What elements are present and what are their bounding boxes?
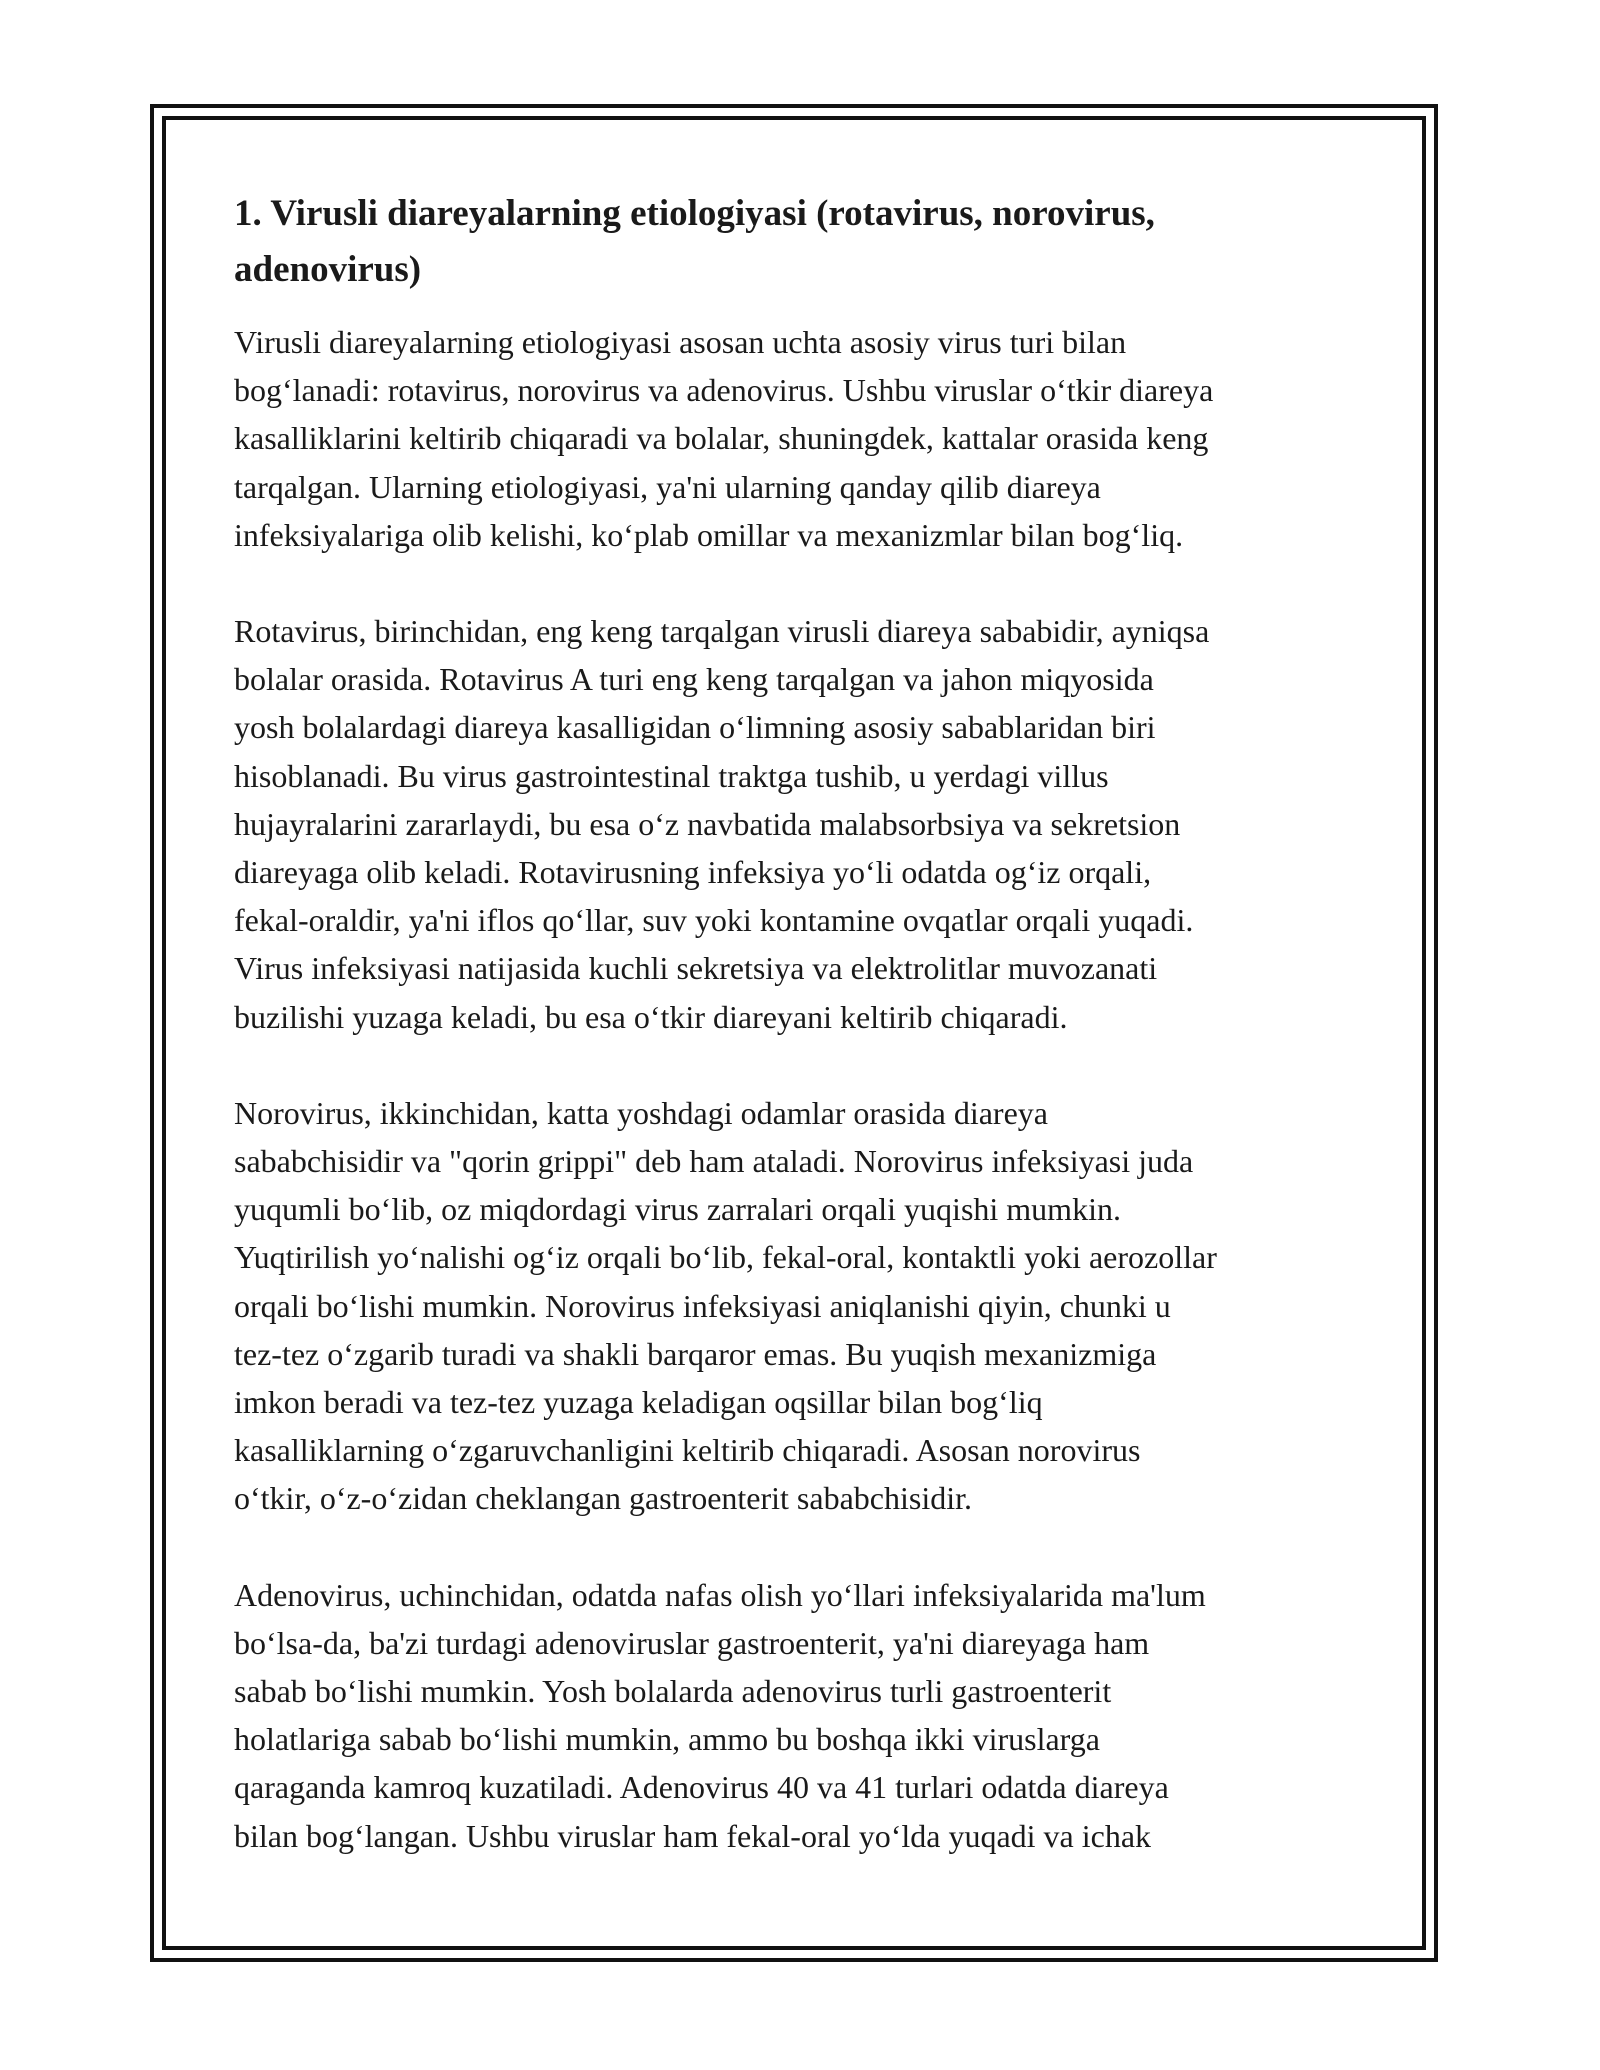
text-line: Norovirus, ikkinchidan, katta yoshdagi odamlar orasida diareya [234,1094,1048,1131]
heading-line: 1. Virusli diareyalarning etiologiyasi (rotavirus, norovirus, [234,193,1155,234]
text-line: Virus infeksiyasi natijasida kuchli sekretsiya va elektrolitlar muvozanati [234,950,1158,987]
paragraph-rotavirus [234,607,1374,1041]
text-line: orqali bo‘lishi mumkin. Norovirus infeksiyasi aniqlanishi qiyin, chunki u [234,1287,1171,1324]
paragraph-adenovirus [234,1571,1374,1860]
text-line: o‘tkir, o‘z-o‘zidan cheklangan gastroenterit sababchisidir. [234,1480,972,1517]
text-line: sabab bo‘lishi mumkin. Yosh bolalarda adenovirus turli gastroenterit [234,1673,1112,1710]
heading-line: adenovirus) [234,249,422,290]
text-line: Virusli diareyalarning etiologiyasi asosan uchta asosiy virus turi bilan [234,324,1127,360]
text-line: bog‘lanadi: rotavirus, norovirus va adenovirus. Ushbu viruslar o‘tkir diareya [234,372,1214,409]
section-heading [234,186,1374,298]
paragraph-intro [234,318,1374,559]
text-line: hujayralarini zararlaydi, bu esa o‘z navbatida malabsorbsiya va sekretsion [234,805,1181,842]
text-line: qaraganda kamroq kuzatiladi. Adenovirus 40 va 41 turlari odatda diareya [234,1769,1169,1806]
text-line: bilan bog‘langan. Ushbu viruslar ham fekal-oral yo‘lda yuqadi va ichak [234,1817,1152,1854]
text-line: Rotavirus, birinchidan, eng keng tarqalgan virusli diareya sababidir, ayniqsa [234,613,1210,650]
text-line: yosh bolalardagi diareya kasalligidan o‘limning asosiy sabablaridan biri [234,709,1156,746]
text-line: hisoblanadi. Bu virus gastrointestinal traktga tushib, u yerdagi villus [234,757,1109,794]
text-line: buzilishi yuzaga keladi, bu esa o‘tkir diareyani keltirib chiqaradi. [234,998,1068,1035]
text-line: tarqalgan. Ularning etiologiyasi, ya'ni ularning qanday qilib diareya [234,468,1101,505]
text-line: bo‘lsa-da, ba'zi turdagi adenoviruslar gastroenterit, ya'ni diareyaga ham [234,1624,1150,1661]
text-line: kasalliklarini keltirib chiqaradi va bolalar, shuningdek, kattalar orasida keng [234,420,1209,457]
text-line: holatlariga sabab bo‘lishi mumkin, ammo bu boshqa ikki viruslarga [234,1721,1100,1758]
text-line: sababchisidir va "qorin grippi" deb ham ataladi. Norovirus infeksiyasi juda [234,1143,1194,1180]
paragraph-norovirus [234,1089,1374,1523]
text-line: fekal-oraldir, ya'ni iflos qo‘llar, suv yoki kontamine ovqatlar orqali yuqadi. [234,902,1194,939]
text-line: yuqumli bo‘lib, oz miqdordagi virus zarralari orqali yuqishi mumkin. [234,1191,1121,1228]
text-line: infeksiyalariga olib kelishi, ko‘plab omillar va mexanizmlar bilan bog‘liq. [234,516,1184,553]
text-line: imkon beradi va tez-tez yuzaga keladigan oqsillar bilan bog‘liq [234,1384,1043,1421]
text-line: Adenovirus, uchinchidan, odatda nafas olish yo‘llari infeksiyalarida ma'lum [234,1576,1206,1613]
text-line: Yuqtirilish yo‘nalishi og‘iz orqali bo‘lib, fekal-oral, kontaktli yoki aerozollar [234,1239,1217,1276]
text-line: bolalar orasida. Rotavirus A turi eng keng tarqalgan va jahon miqyosida [234,661,1154,698]
text-line: tez-tez o‘zgarib turadi va shakli barqaror emas. Bu yuqish mexanizmiga [234,1335,1157,1372]
text-line: diareyaga olib keladi. Rotavirusning infeksiya yo‘li odatda og‘iz orqali, [234,854,1152,891]
document-body [234,186,1374,1908]
text-line: kasalliklarning o‘zgaruvchanligini keltirib chiqaradi. Asosan norovirus [234,1432,1141,1469]
